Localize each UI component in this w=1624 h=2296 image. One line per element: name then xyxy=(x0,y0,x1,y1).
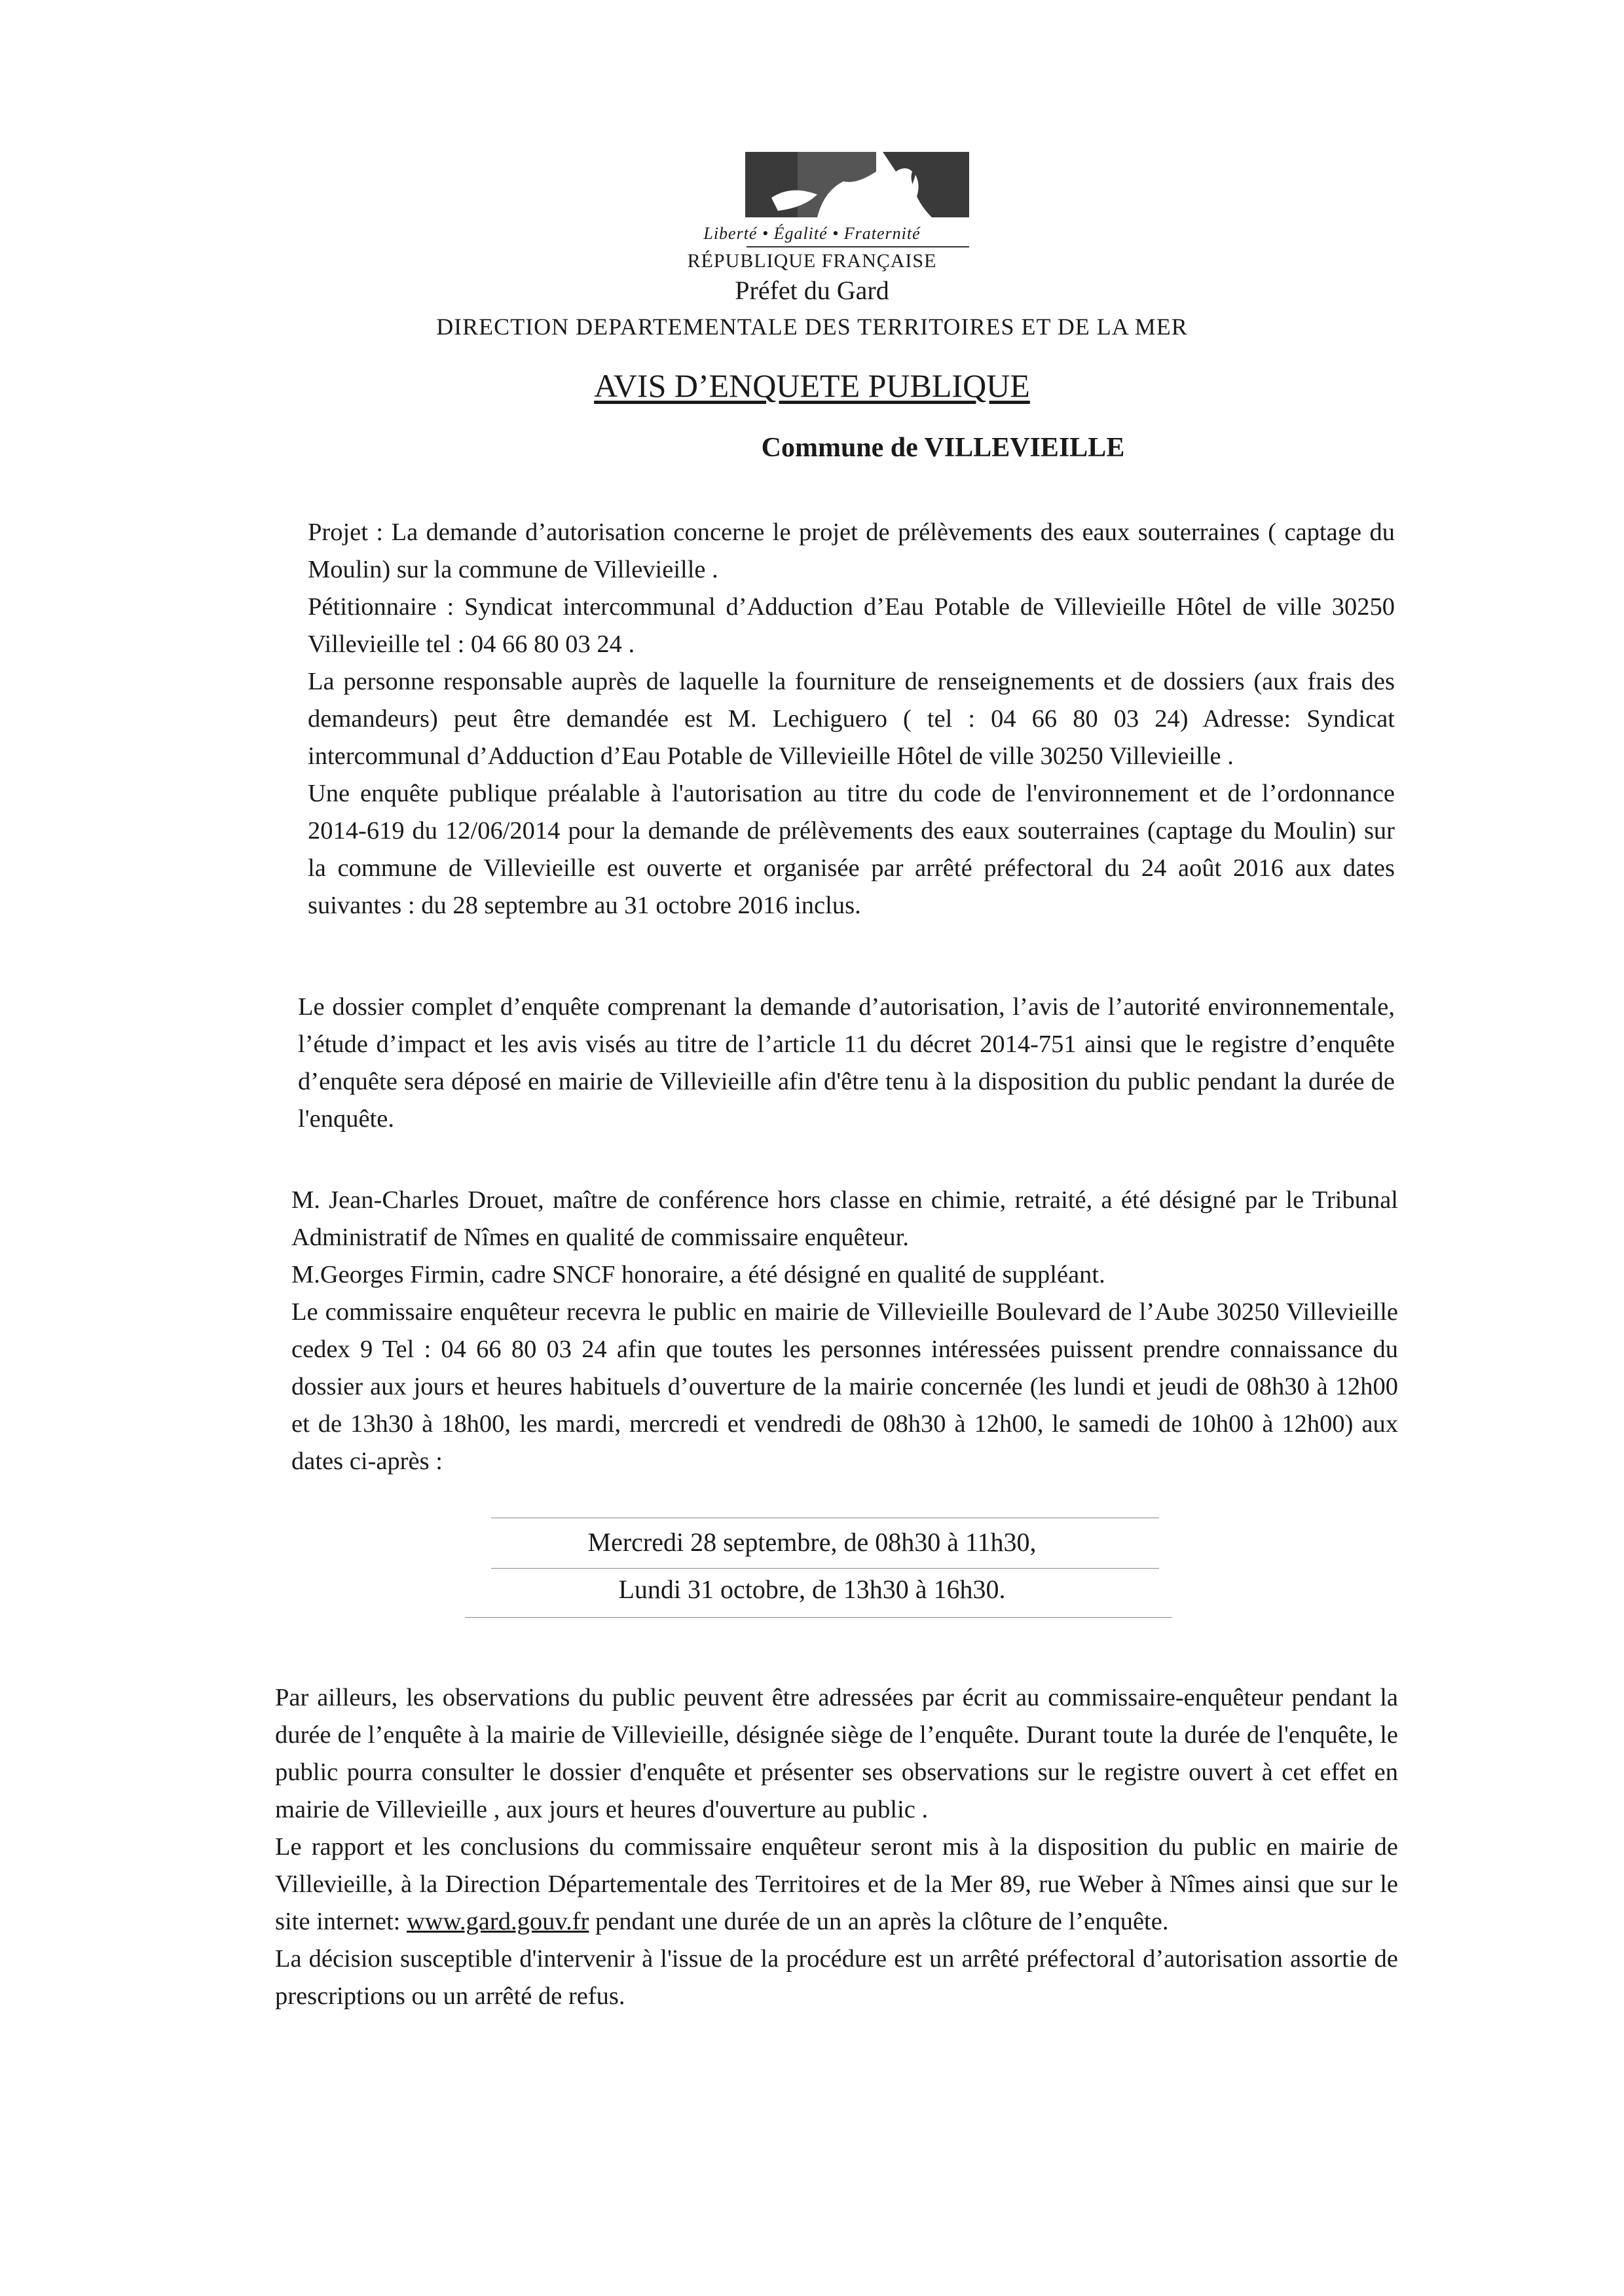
dates-rule-bottom xyxy=(465,1617,1172,1618)
observations-paragraph: Par ailleurs, les observations du public peuvent être adressées par écrit au commissaire-enquêteur pendant la durée de l’enquête à la mairie de Villevieille, désignée siège de l’enquête. Durant toute la durée de l'enquête, le public pourra consulter le dossier d'enquête et présenter ses observations sur le registre ouvert à cet effet en mairie de Villevieille , aux jours et heures d'ouverture au public . xyxy=(275,1684,1398,1823)
reception-paragraph: Le commissaire enquêteur recevra le public en mairie de Villevieille Boulevard de l’Aube 30250 Villevieille cedex 9 Tel : 04 66 80 03 24 afin que toutes les personnes intéressées puissent prendre connaissance du dossier aux jours et heures habituels d’ouverture de la mairie concernée (les lundi et jeudi de 08h30 à 12h00 et de 13h30 à 18h00, les mardi, mercredi et vendredi de 08h30 à 12h00, le samedi de 10h00 à 12h00) aux dates ci-après : xyxy=(291,1298,1398,1475)
rapport-paragraph xyxy=(275,1829,1398,1941)
commune-title: Commune de VILLEVIEILLE xyxy=(761,433,1125,463)
dossier-paragraph: Le dossier complet d’enquête comprenant la demande d’autorisation, l’avis de l’autorité environnementale, l’étude d’impact et les avis visés au titre de l’article 11 du décret 2014-751 ainsi que le registre d’enquête d’enquête sera déposé en mairie de Villevieille afin d'être tenu à la disposition du public pendant la durée de l'enquête. xyxy=(298,993,1395,1133)
permanence-dates xyxy=(0,1519,1624,1613)
commissaire-paragraph: M. Jean-Charles Drouet, maître de conférence hors classe en chimie, retraité, a été désigné par le Tribunal Administratif de Nîmes en qualité de commissaire enquêteur. xyxy=(291,1186,1398,1251)
prefet-title: Préfet du Gard xyxy=(735,276,889,305)
decision-paragraph: La décision susceptible d'intervenir à l'issue de la procédure est un arrêté préfectoral d’autorisation assortie de prescriptions ou un arrêté de refus. xyxy=(275,1945,1398,2010)
enquete-paragraph: Une enquête publique préalable à l'autorisation au titre du code de l'environnement et de l’ordonnance 2014-619 du 12/06/2014 pour la demande de prélèvements des eaux souterraines (captage du Moulin) sur la commune de Villevieille est ouverte et organisée par arrêté préfectoral du 24 août 2016 aux dates suivantes : du 28 septembre au 31 octobre 2016 inclus. xyxy=(308,780,1395,919)
suppleant-paragraph: M.Georges Firmin, cadre SNCF honoraire, a été désigné en qualité de suppléant. xyxy=(291,1261,1105,1288)
motto-divider xyxy=(747,246,969,247)
rapport-text-end: pendant une durée de un an après la clôture de l’enquête. xyxy=(589,1908,1169,1935)
section-dossier xyxy=(298,989,1395,1138)
website-link[interactable]: www.gard.gouv.fr xyxy=(407,1908,589,1935)
direction-title: DIRECTION DEPARTEMENTALE DES TERRITOIRES ET DE LA MER xyxy=(436,314,1188,340)
republic-motto: Liberté • Égalité • Fraternité xyxy=(703,224,921,243)
responsable-paragraph: La personne responsable auprès de laquelle la fourniture de renseignements et de dossiers (aux frais des demandeurs) peut être demandée est M. Lechiguero ( tel : 04 66 80 03 24) Adresse: Syndicat intercommunal d’Adduction d’Eau Potable de Villevieille Hôtel de ville 30250 Villevieille . xyxy=(308,668,1395,770)
marianne-logo xyxy=(745,145,969,232)
rapport-text: Le rapport et les conclusions du commissaire enquêteur seront mis à la disposition du public en mairie de Villevieille, à la Direction Départementale des Territoires et de la Mer 89, rue Weber à Nîmes ainsi que sur le site internet: xyxy=(275,1833,1398,1935)
republique-francaise: RÉPUBLIQUE FRANÇAISE xyxy=(687,250,937,272)
projet-paragraph: Projet : La demande d’autorisation concerne le projet de prélèvements des eaux souterraines ( captage du Moulin) sur la commune de Villevieille . xyxy=(308,519,1395,583)
document-title: AVIS D’ENQUETE PUBLIQUE xyxy=(594,367,1030,404)
petitionnaire-paragraph: Pétitionnaire : Syndicat intercommunal d’Adduction d’Eau Potable de Villevieille Hôtel de ville 30250 Villevieille tel : 04 66 80 03 24 . xyxy=(308,593,1395,658)
date-line: Lundi 31 octobre, de 13h30 à 16h30. xyxy=(618,1575,1006,1604)
section-observations xyxy=(275,1679,1398,2015)
date-line: Mercredi 28 septembre, de 08h30 à 11h30, xyxy=(587,1527,1037,1557)
section-commissaire xyxy=(291,1182,1398,1480)
section-projet xyxy=(308,514,1395,924)
